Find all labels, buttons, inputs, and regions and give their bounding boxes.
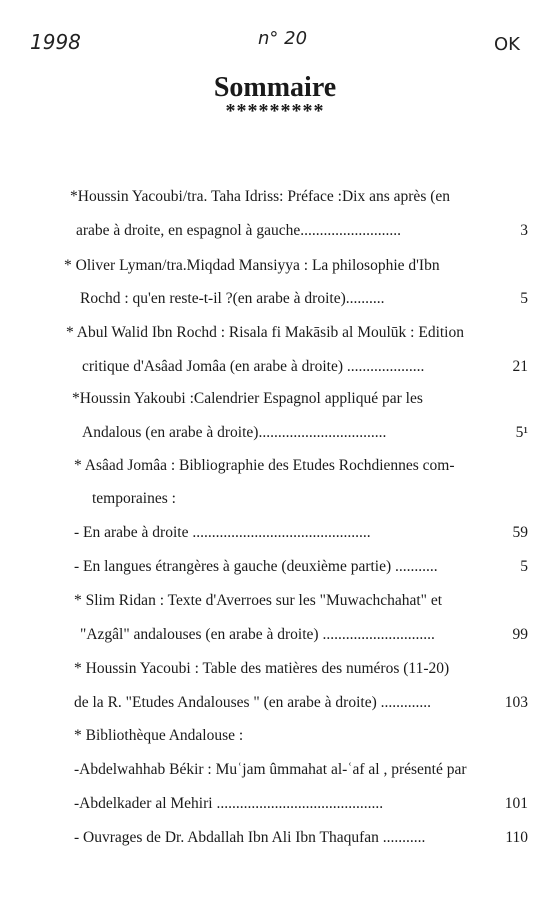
toc-line: - Ouvrages de Dr. Abdallah Ibn Ali Ibn Thaqufan ........... [74, 829, 426, 846]
toc-page-number: 5¹ [515, 424, 528, 441]
toc-line: * Asâad Jomâa : Bibliographie des Etudes Rochdiennes com- [74, 457, 455, 474]
toc-line: temporaines : [92, 490, 176, 507]
toc-line: arabe à droite, en espagnol à gauche.......................... [76, 222, 401, 239]
toc-page-number: 21 [512, 358, 528, 375]
page-title: Sommaire [213, 72, 337, 103]
toc-line: * Bibliothèque Andalouse : [74, 727, 244, 744]
toc-page-number: 5 [520, 290, 528, 307]
toc-line: Andalous (en arabe à droite)................................. [82, 424, 387, 441]
toc-line: * Houssin Yacoubi : Table des matières des numéros (11-20) [74, 660, 450, 677]
toc-line: - En langues étrangères à gauche (deuxième partie) ........... [74, 558, 438, 575]
toc-page-number: 101 [504, 795, 528, 812]
toc-page-number: 5 [520, 558, 528, 575]
toc-line: *Houssin Yakoubi :Calendrier Espagnol appliqué par les [72, 390, 423, 407]
toc-line: -Abdelkader al Mehiri ........................................... [74, 795, 384, 812]
toc-line: *Houssin Yacoubi/tra. Taha Idriss: Préface :Dix ans après (en [70, 188, 451, 205]
handwritten-issue-number: n° 20 [258, 28, 308, 49]
toc-page-number: 59 [512, 524, 528, 541]
toc-line: critique d'Asâad Jomâa (en arabe à droite) .................... [82, 358, 425, 375]
toc-line: de la R. "Etudes Andalouses " (en arabe à droite) ............. [74, 694, 431, 711]
toc-line: * Abul Walid Ibn Rochd : Risala fi Makāsib al Moulūk : Edition [66, 324, 464, 341]
handwritten-ok: OK [494, 34, 520, 55]
toc-page-number: 103 [504, 694, 528, 711]
title-stars: ********* [225, 100, 325, 122]
toc-page-number: 110 [505, 829, 528, 846]
toc-line: "Azgâl" andalouses (en arabe à droite) ............................. [80, 626, 435, 643]
toc-page-number: 99 [512, 626, 528, 643]
toc-line: * Slim Ridan : Texte d'Averroes sur les "Muwachchahat" et [74, 592, 443, 609]
toc-line: * Oliver Lyman/tra.Miqdad Mansiyya : La philosophie d'Ibn [64, 257, 440, 274]
toc-line: Rochd : qu'en reste-t-il ?(en arabe à droite).......... [80, 290, 385, 307]
toc-page-number: 3 [520, 222, 528, 239]
toc-line: -Abdelwahhab Békir : Muʿjam ûmmahat al-ʿaf al , présenté par [74, 761, 467, 778]
handwritten-year: 1998 [30, 30, 81, 54]
toc-line: - En arabe à droite .............................................. [74, 524, 371, 541]
